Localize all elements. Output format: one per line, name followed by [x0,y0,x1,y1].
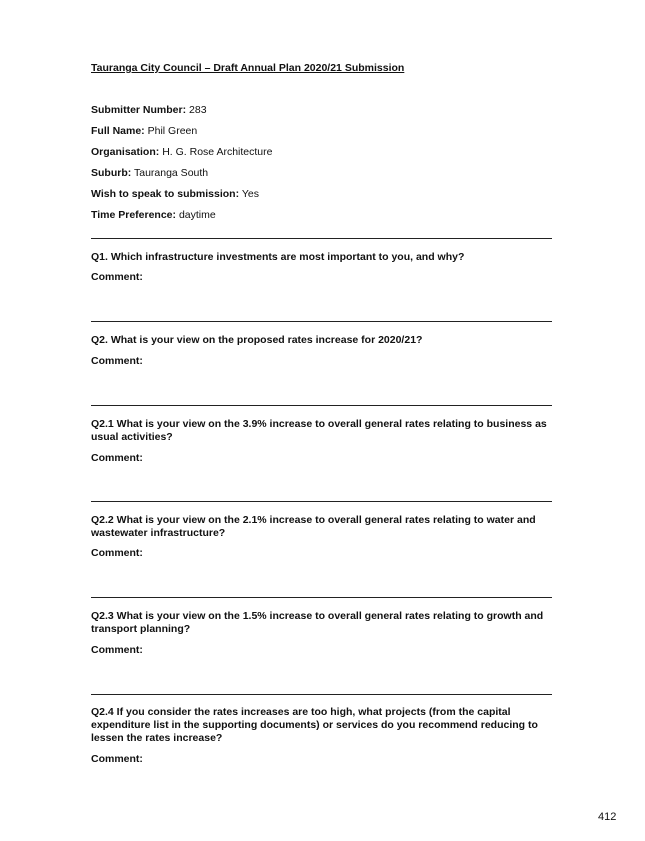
speak-to-submission-field [91,188,259,200]
time-preference-label: Time Preference: [91,209,177,221]
suburb-value: Tauranga South [133,167,209,179]
divider-line [91,405,552,406]
organisation-label: Organisation: [91,146,160,158]
question-q2: Q2. What is your view on the proposed rates increase for 2020/21? [91,334,423,346]
time-preference-field [91,209,216,221]
comment-label: Comment: [91,547,143,559]
submitter-number-label: Submitter Number: [91,104,187,116]
comment-label: Comment: [91,452,143,464]
organisation-field [91,146,272,158]
divider-line [91,321,552,322]
divider-line [91,597,552,598]
comment-label: Comment: [91,355,143,367]
page-number: 412 [598,811,617,823]
question-q2-4: Q2.4 If you consider the rates increases are too high, what projects (from the capital expenditure list in the supporting documents) or services do you recommend reducing to lessen the rates increase? [91,706,538,744]
full-name-label: Full Name: [91,125,145,137]
submitter-number-field [91,104,207,116]
speak-to-submission-value: Yes [241,188,259,200]
comment-label: Comment: [91,271,143,283]
question-q2-3: Q2.3 What is your view on the 1.5% increase to overall general rates relating to growth and transport planning? [91,610,544,635]
question-q1: Q1. Which infrastructure investments are most important to you, and why? [91,251,465,263]
submitter-number-value: 283 [189,104,207,116]
organisation-value: H. G. Rose Architecture [162,146,273,158]
divider-line [91,501,552,502]
suburb-field [91,167,208,179]
comment-label: Comment: [91,753,143,765]
speak-to-submission-label: Wish to speak to submission: [91,188,240,200]
comment-label: Comment: [91,644,143,656]
question-q2-1: Q2.1 What is your view on the 3.9% increase to overall general rates relating to business as usual activities? [91,418,547,443]
question-q2-2: Q2.2 What is your view on the 2.1% increase to overall general rates relating to water and wastewater infrastructure? [91,514,536,539]
document-title: Tauranga City Council – Draft Annual Plan 2020/21 Submission [91,62,405,74]
time-preference-value: daytime [178,209,216,221]
full-name-field [91,125,197,137]
divider-line [91,694,552,695]
suburb-label: Suburb: [91,167,132,179]
full-name-value: Phil Green [147,125,198,137]
divider-line [91,238,552,239]
